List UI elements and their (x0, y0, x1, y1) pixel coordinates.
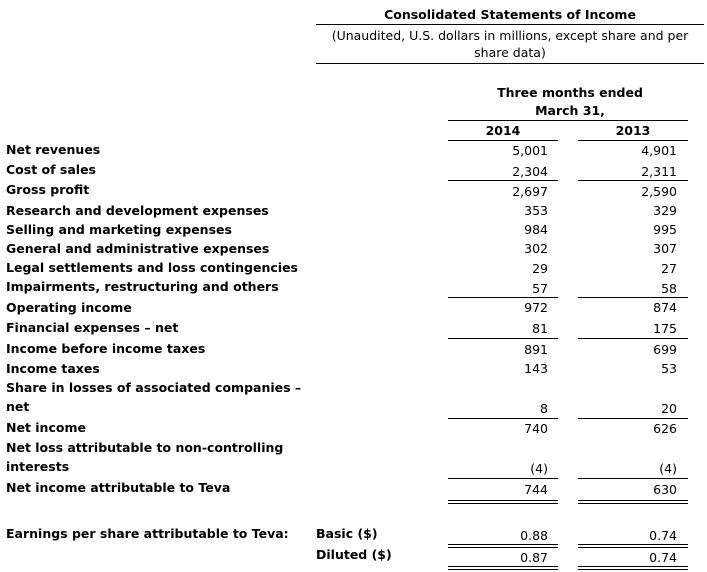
row-value-2013: 53 (661, 361, 677, 376)
row-value-2014: 143 (524, 361, 548, 376)
row-value-2014: 81 (532, 321, 548, 336)
row-value-2013: 329 (653, 203, 677, 218)
double-underline (448, 544, 558, 545)
row-underline (448, 418, 558, 419)
row-value-2013: 630 (653, 482, 677, 497)
row-value-2014: 744 (524, 482, 548, 497)
row-underline (578, 418, 688, 419)
eps-basic-2013: 0.74 (649, 528, 677, 543)
statement-subtitle: (Unaudited, U.S. dollars in millions, except share and per share data) (331, 28, 689, 60)
row-underline (578, 180, 688, 181)
row-value-2014: 302 (524, 241, 548, 256)
row-value-2014: 8 (540, 401, 548, 416)
double-underline (448, 569, 558, 570)
eps-diluted-2014: 0.87 (520, 550, 548, 565)
row-value-2014: 353 (524, 203, 548, 218)
double-underline (578, 566, 688, 567)
row-underline (448, 297, 558, 298)
row-value-2013: 2,311 (641, 164, 677, 179)
row-label: Income taxes (6, 361, 100, 376)
row-value-2014: 972 (524, 300, 548, 315)
row-value-2014: (4) (530, 461, 548, 476)
row-underline (448, 180, 558, 181)
row-value-2013: 307 (653, 241, 677, 256)
row-value-2013: 2,590 (641, 184, 677, 199)
row-underline (448, 338, 558, 339)
row-value-2013: 874 (653, 300, 677, 315)
double-underline (578, 500, 688, 501)
double-underline (578, 503, 688, 504)
row-value-2014: 984 (524, 222, 548, 237)
row-underline (578, 297, 688, 298)
row-value-2013: 20 (661, 401, 677, 416)
double-underline (578, 569, 688, 570)
subtitle-underline (316, 63, 704, 64)
row-label: Income before income taxes (6, 341, 206, 356)
row-label: Cost of sales (6, 162, 96, 177)
eps-diluted-label: Diluted ($) (316, 547, 392, 562)
row-value-2014: 57 (532, 281, 548, 296)
row-label-line-1: Share in losses of associated companies – (6, 380, 302, 395)
double-underline (578, 547, 688, 548)
row-label: Financial expenses – net (6, 320, 179, 335)
row-value-2014: 5,001 (512, 143, 548, 158)
row-label: General and administrative expenses (6, 241, 270, 256)
row-value-2014: 2,304 (512, 164, 548, 179)
row-label: Gross profit (6, 182, 90, 197)
row-underline (578, 478, 688, 479)
column-header-2013: 2013 (615, 123, 651, 138)
title-underline (316, 24, 704, 25)
double-underline (448, 547, 558, 548)
statement-title: Consolidated Statements of Income (384, 7, 636, 22)
eps-basic-2014: 0.88 (520, 528, 548, 543)
row-value-2014: 740 (524, 421, 548, 436)
column-header-underline-2014 (448, 140, 558, 141)
row-value-2014: 2,697 (512, 184, 548, 199)
row-value-2014: 891 (524, 342, 548, 357)
row-value-2013: (4) (659, 461, 677, 476)
row-label: Research and development expenses (6, 203, 269, 218)
eps-diluted-2013: 0.74 (649, 550, 677, 565)
column-header-2014: 2014 (485, 123, 521, 138)
row-label: Net income attributable to Teva (6, 480, 231, 495)
double-underline (448, 503, 558, 504)
double-underline (578, 544, 688, 545)
row-label-line-2: net (6, 399, 30, 414)
row-value-2014: 29 (532, 261, 548, 276)
row-value-2013: 4,901 (641, 143, 677, 158)
double-underline (448, 500, 558, 501)
row-label: Impairments, restructuring and others (6, 279, 279, 294)
eps-label: Earnings per share attributable to Teva: (6, 526, 289, 541)
row-label: Selling and marketing expenses (6, 222, 232, 237)
row-value-2013: 995 (653, 222, 677, 237)
period-underline (448, 120, 688, 121)
period-heading: Three months ended March 31, (497, 85, 643, 118)
row-underline (448, 478, 558, 479)
row-label: Legal settlements and loss contingencies (6, 260, 298, 275)
double-underline (448, 566, 558, 567)
row-value-2013: 699 (653, 342, 677, 357)
row-label: Net revenues (6, 142, 101, 157)
row-label: Operating income (6, 300, 132, 315)
row-label: Net income (6, 420, 86, 435)
eps-basic-label: Basic ($) (316, 526, 378, 541)
row-value-2013: 175 (653, 321, 677, 336)
row-value-2013: 27 (661, 261, 677, 276)
column-header-underline-2013 (578, 140, 688, 141)
row-underline (578, 338, 688, 339)
row-value-2013: 58 (661, 281, 677, 296)
row-label-line-2: interests (6, 459, 70, 474)
row-value-2013: 626 (653, 421, 677, 436)
row-label-line-1: Net loss attributable to non-controlling (6, 440, 284, 455)
